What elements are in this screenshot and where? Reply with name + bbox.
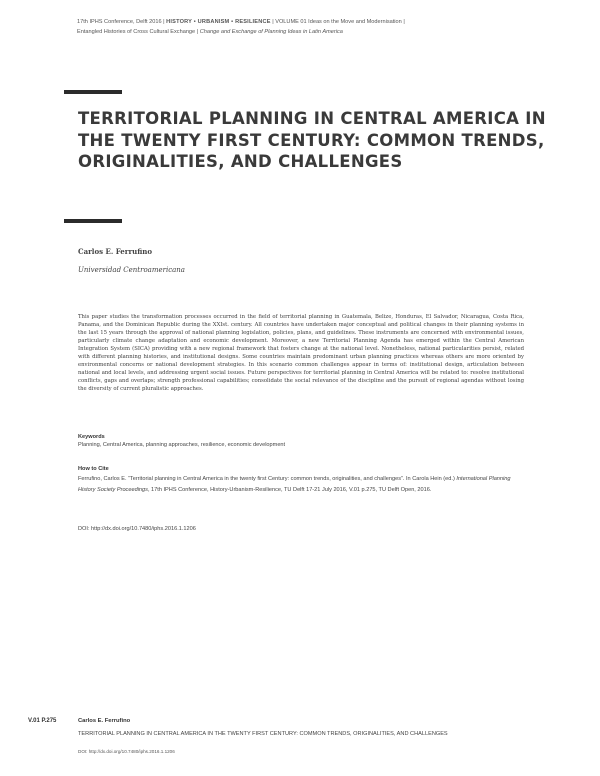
footer-doi[interactable]: DOI: http://dx.doi.org/10.7480/iphs.2016.1.1206: [78, 749, 175, 754]
conference-name: 17th IPHS Conference, Delft 2016: [77, 19, 162, 25]
volume-name: VOLUME 01 Ideas on the Move and Modernisation: [275, 19, 402, 25]
citation-part-3: , 17th IPHS Conference, History-Urbanism-Resilience, TU Delft 17-21 July 2016, V.01 p.275, TU Delft Open, 2016.: [147, 486, 432, 493]
page-number: V.01 P.275: [28, 718, 57, 724]
running-head-line-1: [77, 17, 557, 27]
how-to-cite-heading: How to Cite: [78, 466, 109, 472]
article-title: TERRITORIAL PLANNING IN CENTRAL AMERICA IN THE TWENTY FIRST CENTURY: COMMON TRENDS, ORIGINALITIES, AND CHALLENGES: [78, 109, 546, 171]
citation-proceedings: International Planning History Society Proceedings: [78, 476, 511, 493]
keywords-text: Planning, Central America, planning approaches, resilience, economic development: [78, 442, 286, 448]
running-head: [77, 17, 557, 37]
running-head-line-2: [77, 27, 557, 37]
track-name: Entangled Histories of Cross Cultural Exchange: [77, 29, 196, 35]
citation-text: [78, 474, 524, 495]
separator: |: [401, 19, 405, 25]
author-affiliation: Universidad Centroamericana: [78, 266, 185, 274]
title-rule-bottom: [64, 219, 122, 223]
keywords-heading: Keywords: [78, 434, 105, 440]
title-rule-top: [64, 90, 122, 94]
abstract: This paper studies the transformation processes occurred in the field of territorial planning in Guatemala, Belize, Honduras, El Salvador, Nicaragua, Costa Rica, Panama, and the Dominican Republic during the XXIst. century. All countries have undertaken major conceptual and political changes in their planning systems in the last 15 years through the approval of national planning legislation, policies, plans, and guidelines. These instruments are concerned with environmental issues, particularly climate change adaptation and economic development. Moreover, a new Territorial Planning Agenda has emerged within the Central American Integration System (SICA) providing with a new regional framework that fosters change at the national level. Nonetheless, national particularities persist, related with different planning histories, and institutional designs. Some countries maintain predominant urban planning practices whereas others are more oriented by environmental concerns or national development strategies. In this scenario common challenges appear in terms of: institutional design, articulation between national and local levels, and addressing urgent social issues. Future perspectives for territorial planning in Central America will be related to: resolve institutional conflicts, gaps and overlaps; strength professional capabilities; consolidate the social relevance of the discipline and the pursuit of regional agendas without losing the diversity of current pluralistic approaches.: [78, 314, 524, 392]
doi-link[interactable]: DOI: http://dx.doi.org/10.7480/iphs.2016.1.1206: [78, 526, 196, 532]
citation-part-1: Ferrufino, Carlos E. “Territorial planning in Central America in the twenty first Century: common trends, originalities, and challenges”. In Carola Hein (ed.): [78, 476, 457, 482]
author-name: Carlos E. Ferrufino: [78, 247, 153, 256]
separator: |: [195, 29, 200, 35]
separator: |: [161, 19, 167, 25]
conference-theme: HISTORY • URBANISM • RESILIENCE: [166, 19, 271, 25]
session-name: Change and Exchange of Planning Ideas in Latin America: [199, 29, 343, 35]
separator: |: [270, 19, 276, 25]
footer-title: TERRITORIAL PLANNING IN CENTRAL AMERICA IN THE TWENTY FIRST CENTURY: COMMON TRENDS, ORIGINALITIES, AND CHALLENGES: [78, 731, 448, 737]
footer-author: Carlos E. Ferrufino: [78, 718, 131, 724]
